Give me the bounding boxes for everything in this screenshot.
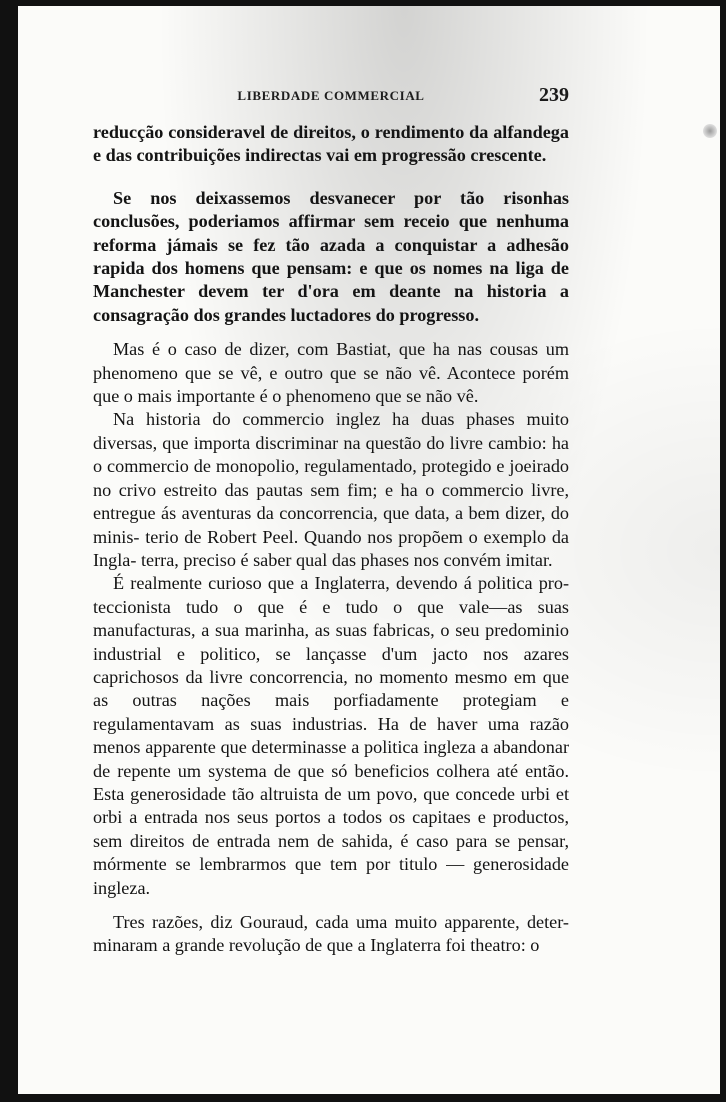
paragraph-5 bbox=[93, 572, 569, 900]
text-line: das contribuições indirectas vai em progressão crescente. bbox=[105, 145, 547, 166]
page-header bbox=[93, 84, 569, 108]
text-line: crivo estreito das pautas sem fim; e ha o commercio livre, entregue bbox=[93, 479, 570, 524]
text-line: Se nos deixassemos desvanecer por tão risonhas conclusões, bbox=[93, 187, 569, 232]
body-text bbox=[93, 121, 569, 958]
text-line: por titulo — generosidade ingleza. bbox=[93, 854, 569, 898]
text-line: commercio de monopolio, regulamentado, protegido e joeirado no bbox=[93, 456, 570, 500]
text-line: fez tão azada a conquistar a adhesão rapida dos homens que bbox=[93, 234, 569, 279]
text-line: Tres razões, diz Gouraud, cada uma muito apparente, deter- bbox=[113, 912, 569, 932]
text-line: sahida, é caso para se pensar, mórmente se lembrarmos que tem bbox=[93, 830, 569, 875]
paragraph-2 bbox=[93, 187, 569, 327]
text-line: beneficios colhera até então. Esta generosidade tão altruista de bbox=[93, 760, 569, 804]
text-line: ás aventuras da concorrencia, que data, a bem dizer, do minis- bbox=[93, 503, 570, 547]
paragraph-6 bbox=[93, 911, 569, 958]
text-line: minaram a grande revolução de que a Inglaterra foi theatro: o bbox=[93, 935, 540, 956]
text-line: Ha de haver uma razão menos apparente que determinasse a bbox=[93, 713, 569, 758]
text-line: pensam: e que os nomes na liga de Manchester devem ter d'ora bbox=[93, 258, 569, 302]
text-line: terio de Robert Peel. Quando nos propõem o exemplo da Ingla- bbox=[93, 526, 569, 570]
page-number: 239 bbox=[539, 84, 569, 106]
text-line: politica ingleza a abandonar de repente um systema de que só bbox=[93, 737, 569, 781]
running-title: LIBERDADE COMMERCIAL bbox=[237, 88, 425, 103]
text-line: que o mais importante é o phenomeno que se não vê. bbox=[93, 386, 479, 407]
text-line: politico, se lançasse d'um jacto nos azares caprichosos da livre bbox=[93, 643, 569, 687]
text-line: Mas é o caso de dizer, com Bastiat, que ha nas cousas um bbox=[113, 339, 569, 360]
text-line: progresso. bbox=[399, 304, 480, 325]
text-line: terra, preciso é saber qual das phases nos convém imitar. bbox=[140, 549, 553, 570]
text-line: phenomeno que se vê, e outro que se não vê. Acontece porém bbox=[93, 362, 569, 383]
text-line: a sua marinha, as suas fabricas, o seu predominio industrial e bbox=[93, 620, 570, 664]
text-line: Na historia do commercio inglez ha duas phases muito diversas, bbox=[93, 409, 569, 453]
paper-spot bbox=[703, 124, 717, 138]
text-line: poderiamos affirmar sem receio que nenhuma reforma jámais se bbox=[93, 211, 570, 255]
text-line: teccionista tudo o que é e tudo o que vale—as suas manufacturas, bbox=[93, 596, 569, 641]
text-line: reducção consideravel de direitos, o rendimento da alfandega e bbox=[93, 122, 569, 166]
paragraph-4 bbox=[93, 408, 569, 572]
text-line: um povo, que concede urbi et orbi a entrada nos seus portos a bbox=[93, 783, 570, 828]
text-line: É realmente curioso que a Inglaterra, devendo á politica pro- bbox=[113, 573, 569, 594]
text-line: porfiadamente protegiam e regulamentavam as suas industrias. bbox=[93, 690, 570, 734]
paragraph-1 bbox=[93, 121, 569, 168]
text-line: concorrencia, no momento mesmo em que as outras nações mais bbox=[93, 666, 570, 711]
paragraph-3 bbox=[93, 338, 569, 408]
text-line: todos os capitaes e productos, sem direitos de entrada nem de bbox=[93, 807, 569, 851]
text-line: em deante na historia a consagração dos grandes luctadores do bbox=[93, 281, 570, 325]
text-line: que importa discriminar na questão do livre cambio: ha o bbox=[93, 432, 570, 477]
